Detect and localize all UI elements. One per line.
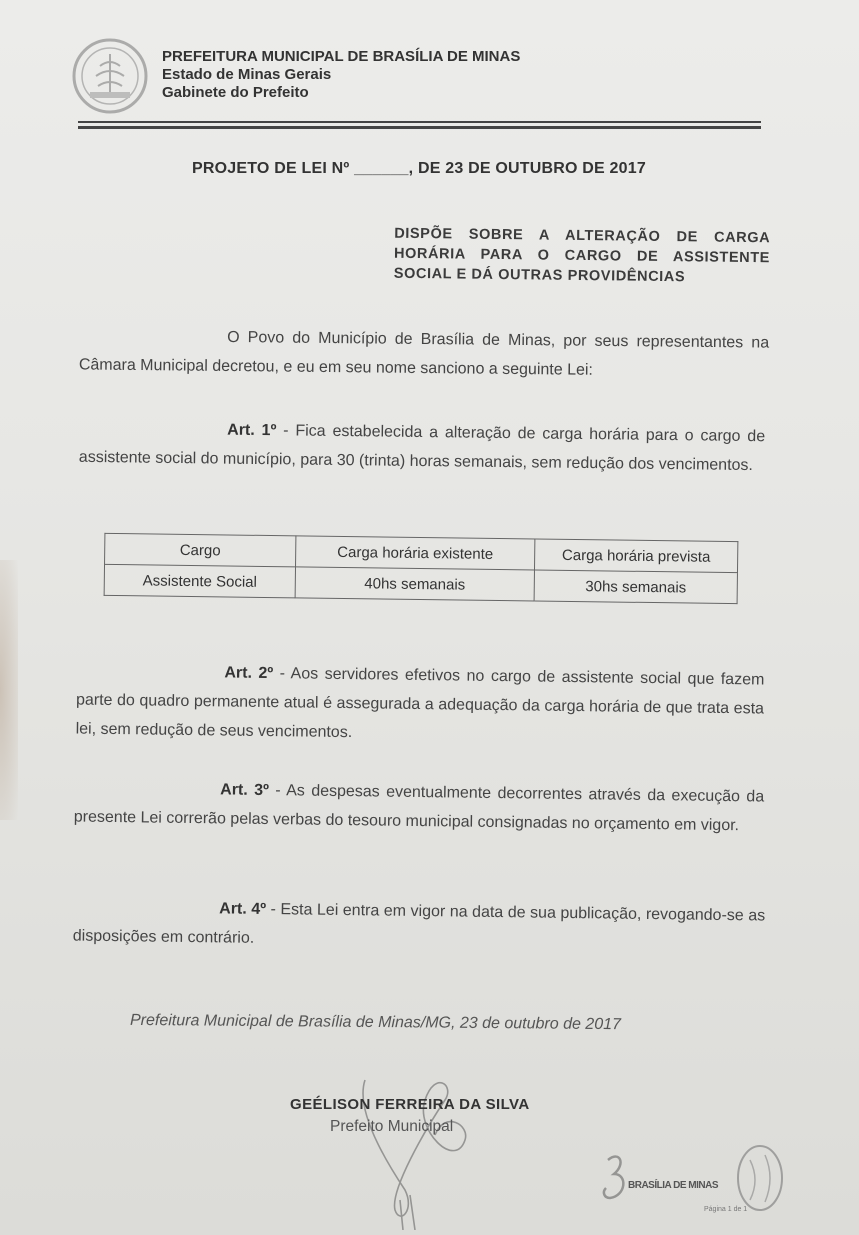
article-1-text: - Fica estabelecida a alteração de carga horária para o cargo de assistente social do município, para 30 (trinta) horas semanais, sem redução dos vencimentos. bbox=[78, 422, 766, 475]
bill-title: PROJETO DE LEI Nº ______, DE 23 DE OUTUBRO DE 2017 bbox=[192, 160, 646, 177]
article-4-label: Art. 4º bbox=[219, 900, 267, 918]
place-date: Prefeitura Municipal de Brasília de Minas/MG, 23 de outubro de 2017 bbox=[129, 1011, 622, 1034]
table-cell: Assistente Social bbox=[104, 564, 295, 597]
preamble-paragraph bbox=[79, 321, 770, 386]
letterhead bbox=[70, 36, 770, 126]
article-2-label: Art. 2º bbox=[224, 664, 274, 683]
article-3-label: Art. 3º bbox=[220, 781, 270, 800]
workload-table bbox=[104, 533, 739, 604]
article-2 bbox=[75, 657, 764, 753]
article-3 bbox=[74, 773, 765, 840]
table-header-cell: Cargo bbox=[105, 533, 296, 566]
signer-name: GEÉLISON FERREIRA DA SILVA bbox=[290, 1096, 530, 1113]
article-1 bbox=[79, 414, 766, 480]
bill-summary: DISPÕE SOBRE A ALTERAÇÃO DE CARGA HORÁRIA PARA O CARGO DE ASSISTENTE SOCIAL E DÁ OUTRAS PROVIDÊNCIAS bbox=[393, 225, 771, 286]
table-cell: 30hs semanais bbox=[534, 570, 737, 604]
header-line-3: Gabinete do Prefeito bbox=[162, 84, 309, 101]
header-line-1: PREFEITURA MUNICIPAL DE BRASÍLIA DE MINAS bbox=[162, 48, 521, 65]
table-header-cell: Carga horária existente bbox=[296, 536, 535, 570]
article-2-text: - Aos servidores efetivos no cargo de assistente social que fazem parte do quadro permanente atual é assegurada a adequação da carga horária de que trata esta lei, sem redução de seus vencimentos. bbox=[75, 665, 765, 742]
article-1-label: Art. 1º bbox=[227, 421, 277, 440]
finger-shadow bbox=[0, 560, 18, 820]
header-line-2: Estado de Minas Gerais bbox=[162, 66, 332, 83]
signer-role: Prefeito Municipal bbox=[330, 1118, 454, 1135]
table-cell: 40hs semanais bbox=[295, 567, 534, 601]
header-divider bbox=[78, 121, 761, 129]
article-4-text: - Esta Lei entra em vigor na data de sua publicação, revogando-se as disposições em contrário. bbox=[72, 900, 766, 947]
stamp-text: BRASÍLIA DE MINAS bbox=[628, 1180, 719, 1191]
article-4 bbox=[73, 892, 766, 959]
table-header-cell: Carga horária prevista bbox=[534, 539, 737, 573]
preamble-text: O Povo do Município de Brasília de Minas, por seus representantes na Câmara Municipal decretou, e eu em seu nome sanciono a seguinte Lei: bbox=[78, 328, 770, 379]
page-number: Página 1 de 1 bbox=[704, 1206, 748, 1213]
article-3-text: - As despesas eventualmente decorrentes através da execução da presente Lei correrão pelas verbas do tesouro municipal consignadas no orçamento em vigor. bbox=[73, 782, 765, 835]
municipal-crest-icon bbox=[70, 36, 150, 116]
